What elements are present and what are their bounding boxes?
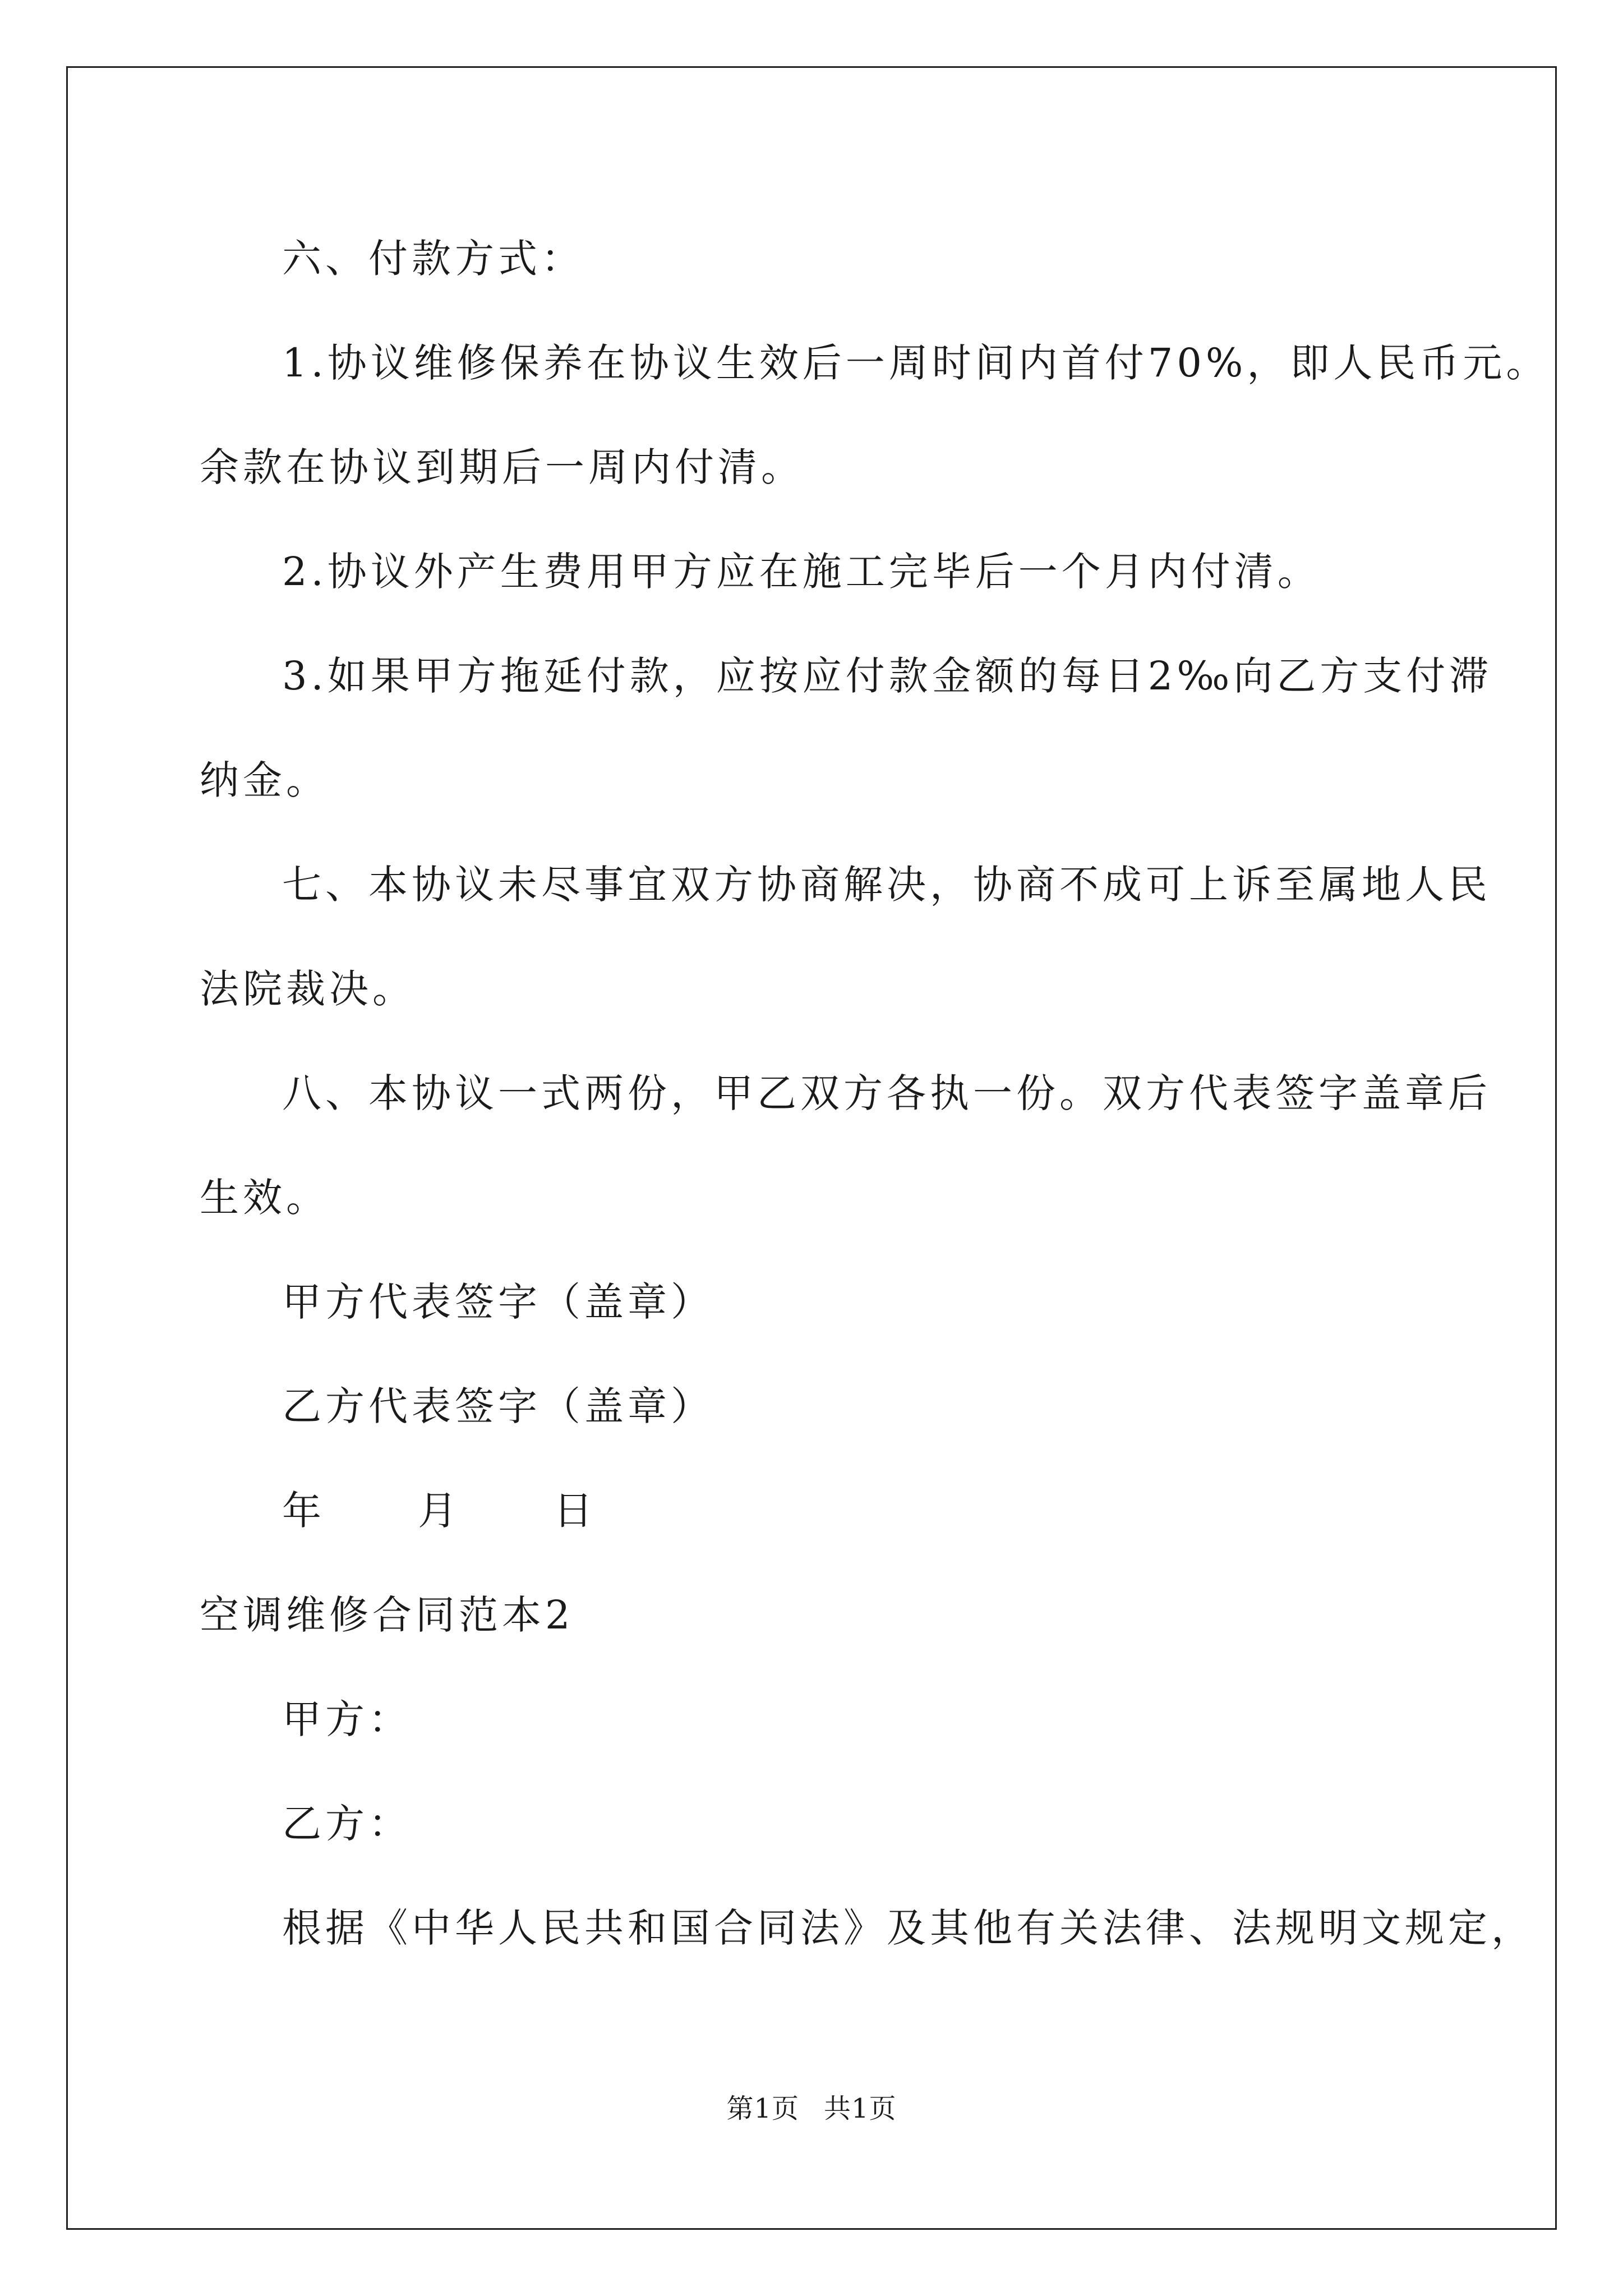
party-b-signature-line: 乙方代表签字（盖章） (282, 1383, 714, 1429)
paragraph-line: 余款在协议到期后一周内付清。 (200, 444, 804, 490)
page-number: 第1页 (726, 2093, 799, 2124)
page-total: 共1页 (824, 2093, 897, 2124)
party-b-label: 乙方： (282, 1801, 412, 1847)
date-year: 年 (282, 1488, 325, 1534)
paragraph-line: 2.协议外产生费用甲方应在施工完毕后一个月内付清。 (282, 549, 1321, 595)
paragraph-line: 纳金。 (200, 757, 329, 803)
section-title: 空调维修合同范本2 (200, 1592, 574, 1638)
party-a-label: 甲方： (282, 1696, 412, 1742)
date-line (200, 1458, 1433, 1563)
paragraph-line: 六、付款方式： (282, 236, 584, 282)
paragraph-line: 七、本协议未尽事宜双方协商解决，协商不成可上诉至属地人民 (282, 862, 1491, 908)
paragraph-line: 3.如果甲方拖延付款，应按应付款金额的每日2‰向乙方支付滞 (282, 653, 1493, 699)
date-day: 日 (554, 1488, 597, 1534)
date-month: 月 (418, 1488, 461, 1534)
paragraph-line: 根据《中华人民共和国合同法》及其他有关法律、法规明文规定， (282, 1905, 1534, 1951)
paragraph-line: 生效。 (200, 1175, 329, 1221)
paragraph-line: 1.协议维修保养在协议生效后一周时间内首付70%，即人民币元。 (282, 340, 1550, 386)
party-a-signature-line: 甲方代表签字（盖章） (282, 1279, 714, 1325)
document-body (200, 206, 1550, 1980)
paragraph-line: 法院裁决。 (200, 966, 416, 1012)
paragraph-line: 八、本协议一式两份，甲乙双方各执一份。双方代表签字盖章后 (282, 1070, 1491, 1116)
page-footer (0, 2087, 1623, 2125)
